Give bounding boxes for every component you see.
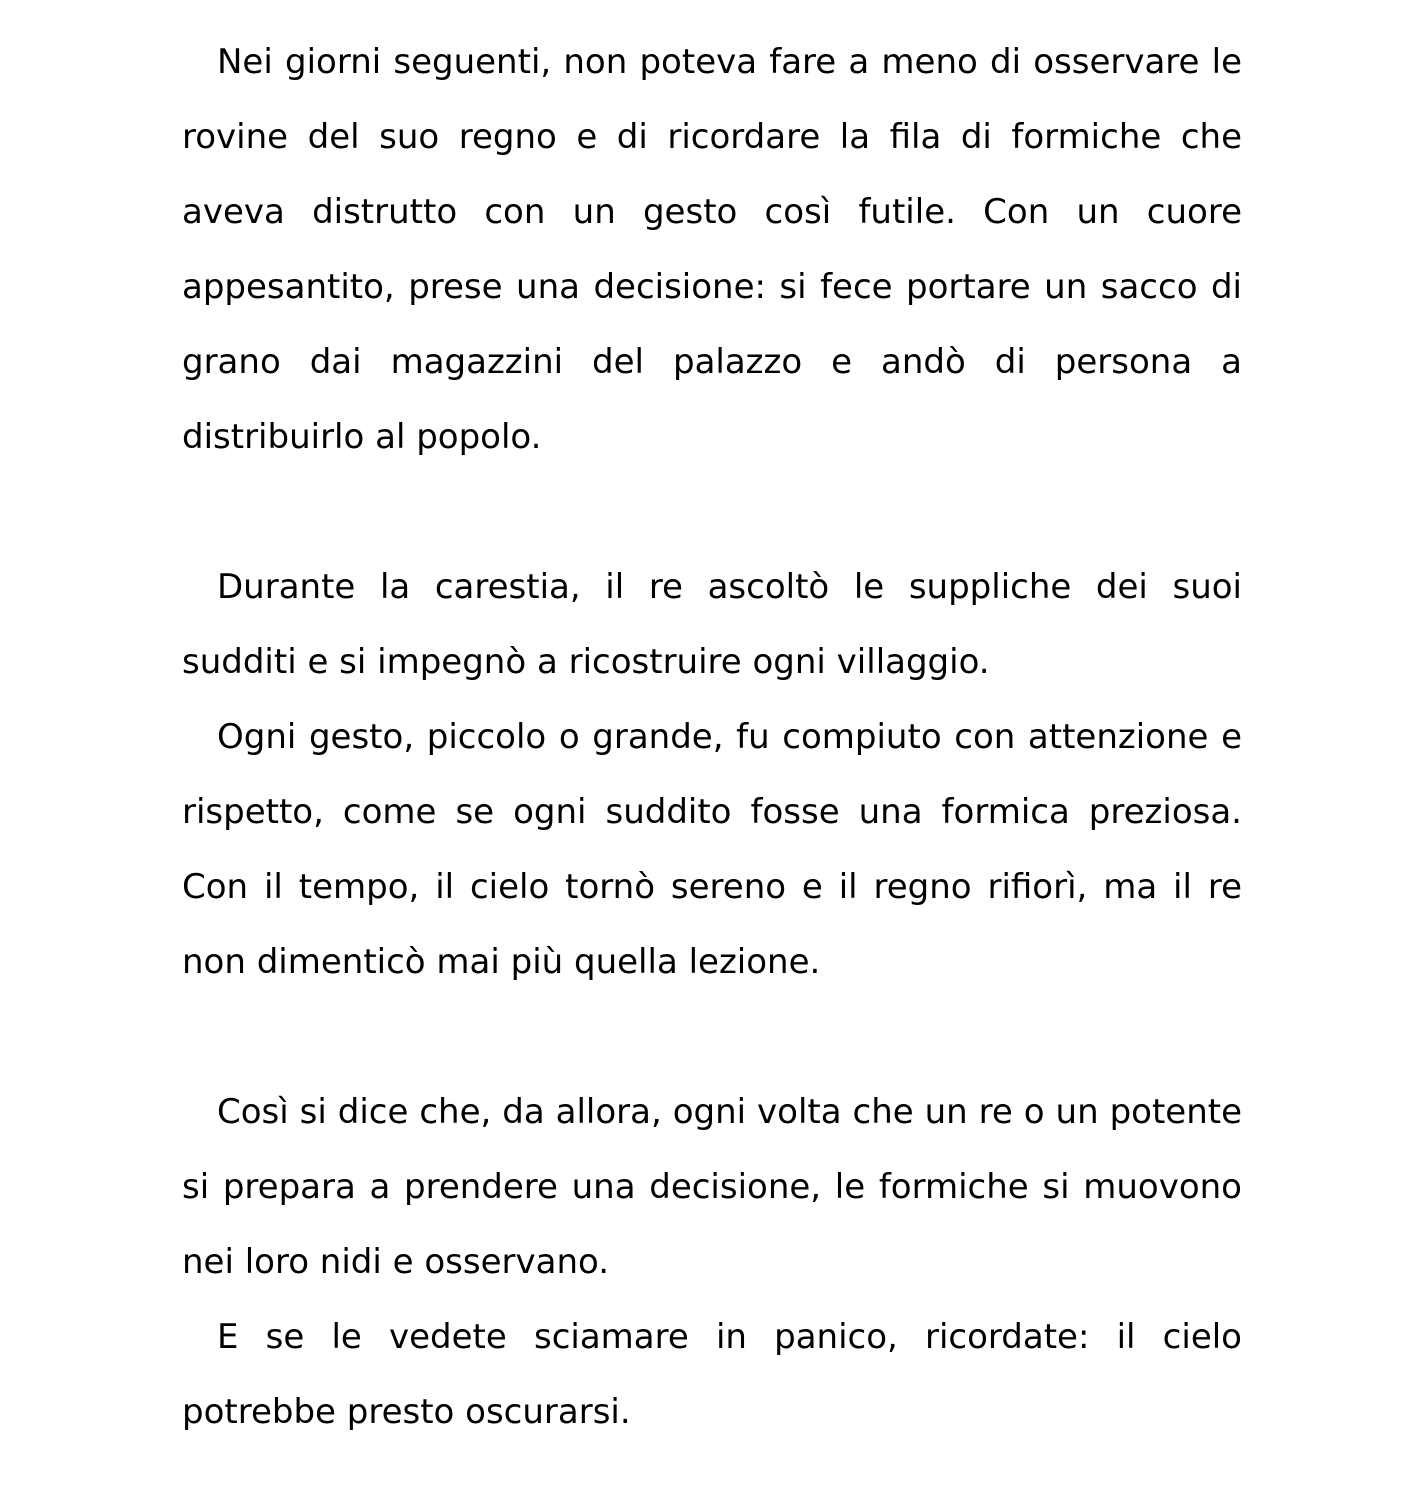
- paragraph-spacer: [182, 1000, 1242, 1075]
- paragraph-2: Durante la carestia, il re ascoltò le suppliche dei suoi sudditi e si impegnò a ricostruire ogni villaggio.: [182, 567, 1242, 682]
- paragraph-5: E se le vedete sciamare in panico, ricordate: il cielo potrebbe presto oscurarsi.: [182, 1317, 1242, 1432]
- document-page: [182, 25, 1242, 1450]
- paragraph-3: Ogni gesto, piccolo o grande, fu compiuto con attenzione e rispetto, come se ogni suddito fosse una formica preziosa. Con il tempo, il cielo tornò sereno e il regno rifiorì, ma il re non dimenticò mai più quella lezione.: [182, 717, 1242, 982]
- paragraph-spacer: [182, 475, 1242, 550]
- paragraph-1: Nei giorni seguenti, non poteva fare a meno di osservare le rovine del suo regno e di ricordare la fila di formiche che aveva distrutto con un gesto così futile. Con un cuore appesantito, prese una decisione: si fece portare un sacco di grano dai magazzini del palazzo e andò di persona a distribuirlo al popolo.: [182, 42, 1242, 457]
- paragraph-4: Così si dice che, da allora, ogni volta che un re o un potente si prepara a prendere una decisione, le formiche si muovono nei loro nidi e osservano.: [182, 1092, 1242, 1282]
